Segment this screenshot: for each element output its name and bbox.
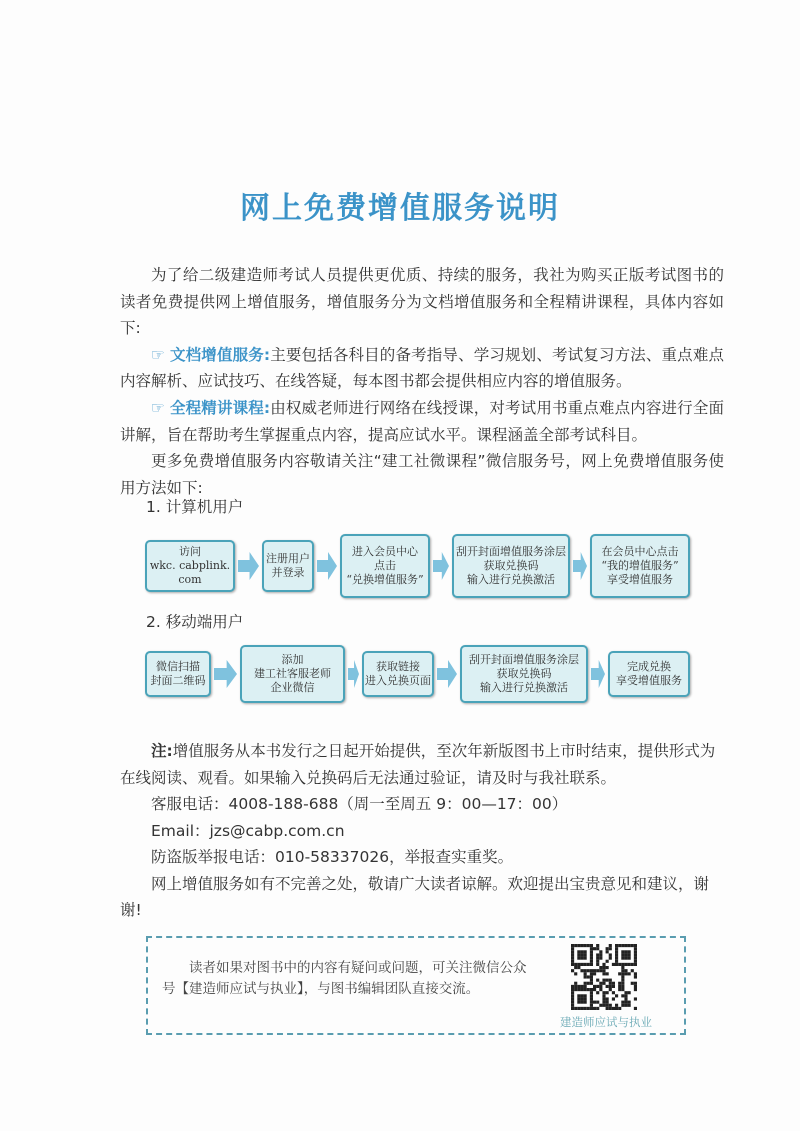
note-section — [120, 738, 724, 924]
service-text: 由权威老师进行网络在线授课，对考试用书重点难点内容进行全面讲解，旨在帮助考生掌握重点内容，提高应试水平。课程涵盖全部考试科目。 — [120, 398, 724, 444]
note-text: 增值服务从本书发行之日起开始提供，至次年新版图书上市时结束，提供形式为在线阅读、观看。如果输入兑换码后无法通过验证，请及时与我社联系。 — [120, 742, 716, 787]
contact-line: 防盗版举报电话：010-58337026，举报查实重奖。 — [151, 848, 514, 866]
qr-code-icon — [571, 944, 637, 1010]
flow-step: 添加 建工社客服老师 企业微信 — [240, 645, 345, 703]
flow-step: 微信扫描 封面二维码 — [145, 651, 211, 697]
qr-label: 建造师应试与执业 — [560, 1015, 652, 1029]
contact-box-text: 读者如果对图书中的内容有疑问或问题，可关注微信公众号【建造师应试与执业】，与图书编辑团队直接交流。 — [162, 960, 527, 997]
service-text: 主要包括各科目的备考指导、学习规划、考试复习方法、重点难点内容解析、应试技巧、在线答疑，每本图书都会提供相应内容的增值服务。 — [120, 345, 724, 391]
flow-step: 获取链接 进入兑换页面 — [362, 651, 434, 697]
service-doc — [120, 342, 724, 395]
flow-step: 刮开封面增值服务涂层 获取兑换码 输入进行兑换激活 — [460, 645, 588, 703]
flow-step: 注册用户 并登录 — [262, 540, 314, 592]
flow-step: 刮开封面增值服务涂层 获取兑换码 输入进行兑换激活 — [452, 534, 570, 598]
more-paragraph: 更多免费增值服务内容敬请关注“建工社微课程”微信服务号，网上免费增值服务使用方法如下: — [120, 452, 724, 497]
pointing-hand-icon: ☞ — [151, 345, 170, 364]
service-label: 文档增值服务: — [169, 345, 271, 364]
intro-section — [120, 262, 724, 501]
mobile-heading: 2. 移动端用户 — [146, 613, 244, 631]
contact-line: 网上增值服务如有不完善之处，敬请广大读者谅解。欢迎提出宝贵意见和建议，谢谢! — [120, 874, 710, 919]
flow-step: 进入会员中心 点击 “兑换增值服务” — [340, 534, 430, 598]
contact-box — [146, 936, 686, 1035]
pc-heading: 1. 计算机用户 — [146, 498, 244, 516]
note-label: 注: — [151, 742, 173, 760]
contact-line: 客服电话：4008-188-688（周一至周五 9：00—17：00） — [151, 795, 568, 813]
pointing-hand-icon: ☞ — [151, 398, 170, 417]
flow-step: 完成兑换 享受增值服务 — [608, 651, 690, 697]
contact-line: Email：jzs@cabp.com.cn — [151, 821, 345, 840]
note-paragraph — [120, 738, 724, 791]
service-label: 全程精讲课程: — [169, 398, 271, 417]
intro-paragraph: 为了给二级建造师考试人员提供更优质、持续的服务，我社为购买正版考试图书的读者免费提供网上增值服务，增值服务分为文档增值服务和全程精讲课程，具体内容如下: — [120, 266, 724, 338]
flow-step: 访问 wkc. cabplink. com — [145, 540, 235, 592]
flow-step: 在会员中心点击 “我的增值服务” 享受增值服务 — [590, 534, 690, 598]
service-course — [120, 395, 724, 448]
page-title: 网上免费增值服务说明 — [240, 191, 560, 226]
